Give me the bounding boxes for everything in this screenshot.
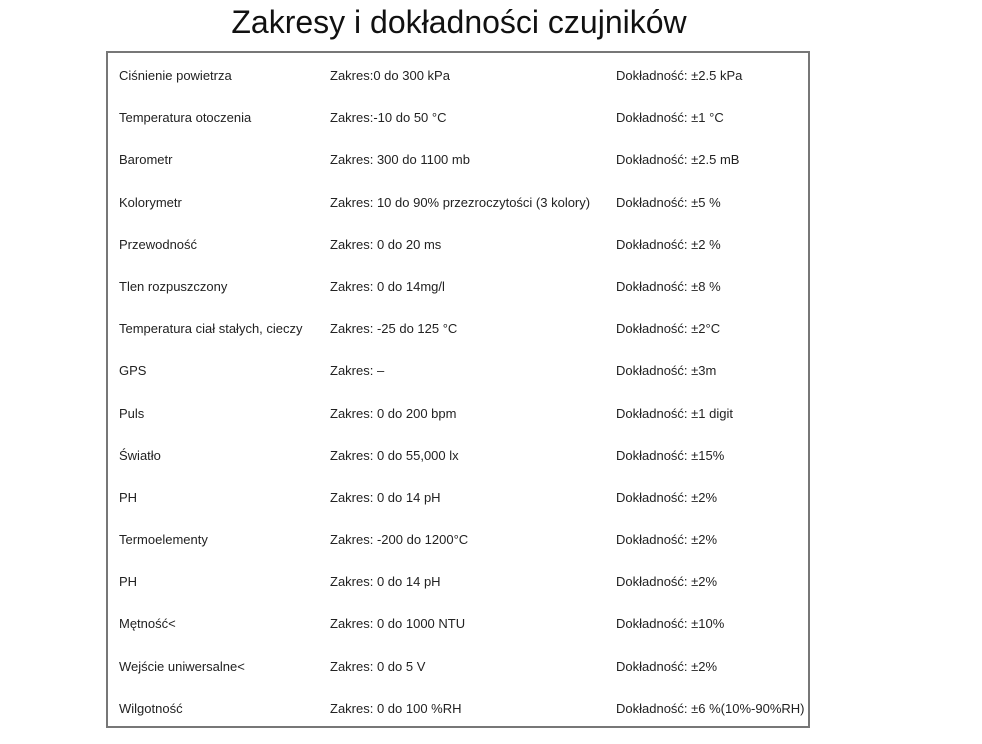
sensor-accuracy-cell: Dokładność: ±2 % — [616, 236, 721, 252]
sensor-range-cell: Zakres: – — [330, 363, 385, 379]
table-row — [108, 519, 808, 561]
sensor-name-cell: Puls — [119, 405, 145, 421]
sensor-accuracy-cell: Dokładność: ±8 % — [616, 278, 721, 294]
sensor-range-cell: Zakres: 0 do 55,000 lx — [330, 447, 459, 463]
sensor-name-cell: Światło — [119, 447, 161, 463]
table-row — [108, 477, 808, 519]
sensor-accuracy-cell: Dokładność: ±15% — [616, 447, 725, 463]
table-row — [108, 646, 808, 688]
sensor-name-cell: Termoelementy — [119, 532, 208, 548]
sensor-name-cell: Barometr — [119, 152, 173, 168]
sensor-accuracy-cell: Dokładność: ±2% — [616, 489, 718, 505]
sensor-accuracy-cell: Dokładność: ±2% — [616, 532, 718, 548]
sensor-accuracy-cell: Dokładność: ±10% — [616, 616, 725, 632]
sensor-accuracy-cell: Dokładność: ±2.5 mB — [616, 152, 740, 168]
table-row — [108, 435, 808, 477]
sensor-name-cell: Tlen rozpuszczony — [119, 278, 228, 294]
table-row — [108, 55, 808, 97]
sensor-accuracy-cell: Dokładność: ±2% — [616, 574, 718, 590]
sensor-name-cell: Temperatura otoczenia — [119, 110, 252, 126]
sensor-accuracy-cell: Dokładność: ±5 % — [616, 194, 721, 210]
sensor-name-cell: Temperatura ciał stałych, cieczy — [119, 321, 303, 337]
table-row — [108, 139, 808, 181]
sensor-name-cell: PH — [119, 574, 138, 590]
sensor-name-cell: Wilgotność — [119, 700, 183, 716]
sensor-accuracy-cell: Dokładność: ±2% — [616, 658, 718, 674]
table-row — [108, 393, 808, 435]
sensor-range-cell: Zakres: -200 do 1200°C — [330, 532, 469, 548]
sensor-accuracy-cell: Dokładność: ±1 digit — [616, 405, 733, 421]
page-title: Zakresy i dokładności czujników — [231, 4, 687, 40]
sensor-name-cell: PH — [119, 489, 138, 505]
table-row — [108, 308, 808, 350]
table-row — [108, 97, 808, 139]
sensor-accuracy-cell: Dokładność: ±2.5 kPa — [616, 68, 743, 83]
table-row — [108, 224, 808, 266]
sensor-range-cell: Zakres: 10 do 90% przezroczytości (3 kolory) — [330, 194, 591, 210]
sensor-accuracy-cell: Dokładność: ±1 °C — [616, 110, 724, 126]
sensor-range-cell: Zakres: 0 do 14mg/l — [330, 278, 445, 294]
table-row — [108, 266, 808, 308]
sensor-accuracy-cell: Dokładność: ±3m — [616, 363, 717, 379]
sensor-name-cell: Przewodność — [119, 236, 198, 252]
sensor-spec-table — [106, 51, 810, 728]
sensor-range-cell: Zakres: 0 do 20 ms — [330, 236, 442, 252]
sensor-range-cell: Zakres: 0 do 1000 NTU — [330, 616, 466, 632]
sensor-range-cell: Zakres: -25 do 125 °C — [330, 321, 458, 337]
sensor-range-cell: Zakres:0 do 300 kPa — [330, 68, 450, 83]
sensor-name-cell: Mętność< — [119, 616, 176, 632]
table-row — [108, 182, 808, 224]
sensor-name-cell: GPS — [119, 363, 147, 379]
table-row — [108, 350, 808, 392]
table-row — [108, 561, 808, 603]
sensor-range-cell: Zakres: 0 do 14 pH — [330, 574, 441, 590]
sensor-range-cell: Zakres: 0 do 100 %RH — [330, 700, 462, 716]
sensor-range-cell: Zakres:-10 do 50 °C — [330, 110, 447, 126]
table-row — [108, 688, 808, 730]
sensor-range-cell: Zakres: 0 do 5 V — [330, 658, 426, 674]
sensor-accuracy-cell: Dokładność: ±6 %(10%-90%RH) — [616, 700, 805, 716]
sensor-name-cell: Ciśnienie powietrza — [119, 68, 232, 83]
sensor-range-cell: Zakres: 0 do 200 bpm — [330, 405, 457, 421]
table-row — [108, 603, 808, 645]
sensor-range-cell: Zakres: 0 do 14 pH — [330, 489, 441, 505]
sensor-name-cell: Kolorymetr — [119, 194, 182, 210]
sensor-accuracy-cell: Dokładność: ±2°C — [616, 321, 721, 337]
sensor-name-cell: Wejście uniwersalne< — [119, 658, 245, 674]
sensor-range-cell: Zakres: 300 do 1100 mb — [330, 152, 470, 168]
